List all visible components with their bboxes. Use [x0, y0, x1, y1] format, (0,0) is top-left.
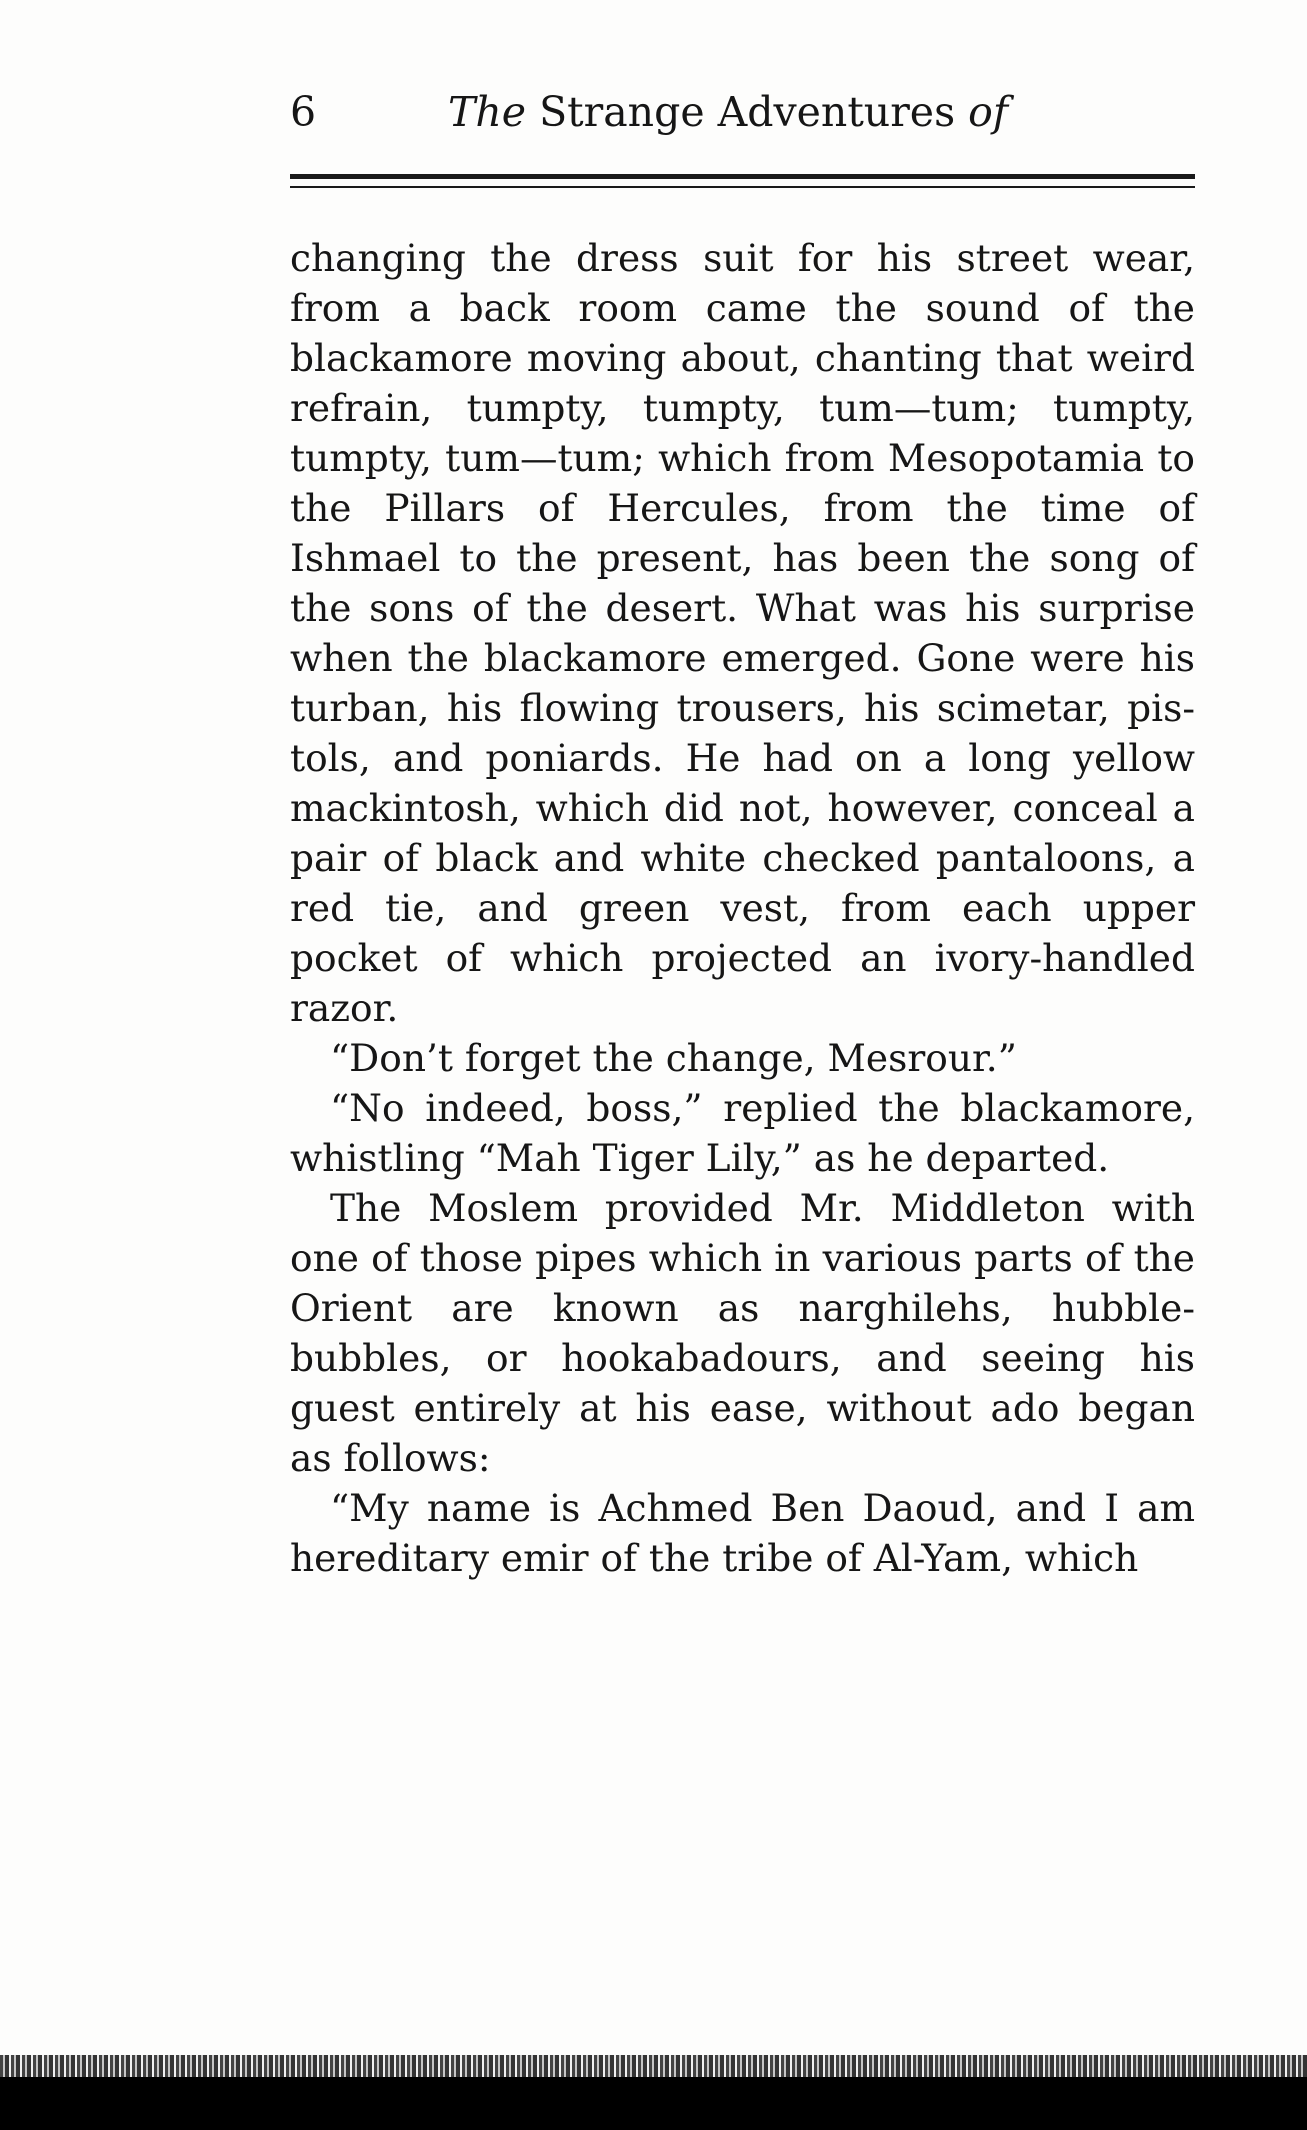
- paragraph-continued: changing the dress suit for his street wear, from a back room came the sound of the blackamore moving about, chanting that weird refrain, tumpty, tumpty, tum—tum; tumpty, tumpty, tum—tum; which from Mesopotamia to the Pillars of Hercules, from the time of Ishmael to the present, has been the song of the sons of the desert. What was his surprise when the blackamore emerged. Gone were his turban, his flowing trousers, his scimetar, pistols, and poniards. He had on a long yellow mackintosh, which did not, however, conceal a pair of black and white checked pantaloons, a red tie, and green vest, from each upper pocket of which projected an ivory-handled razor.: [290, 236, 1195, 1030]
- running-head: [290, 82, 1195, 142]
- title-preposition: of: [968, 88, 1009, 136]
- paragraph-speech-start: “My name is Achmed Ben Daoud, and I am hereditary emir of the tribe of Al-Yam, which: [290, 1486, 1195, 1580]
- header-rule-thick: [290, 174, 1195, 179]
- page-number: 6: [290, 88, 317, 136]
- header-rule-thin: [290, 186, 1195, 188]
- scan-bottom-band: [0, 2077, 1307, 2130]
- body-text: [290, 233, 1195, 1583]
- title-main: Strange Adventures: [539, 88, 956, 136]
- paragraph-narration: The Moslem provided Mr. Middleton with one of those pipes which in various parts of the Orient are known as narghilehs, hubble-bubbles, or hookabadours, and seeing his guest entirely at his ease, without ado began as follows:: [290, 1186, 1195, 1480]
- scan-edge-noise: [0, 2055, 1307, 2077]
- paragraph-dialogue-1: “Don’t forget the change, Mesrour.”: [330, 1036, 1017, 1080]
- running-title: [448, 82, 1008, 142]
- paragraph-dialogue-2: “No indeed, boss,” replied the blackamore, whistling “Mah Tiger Lily,” as he departed.: [290, 1086, 1195, 1180]
- title-article: The: [448, 88, 527, 136]
